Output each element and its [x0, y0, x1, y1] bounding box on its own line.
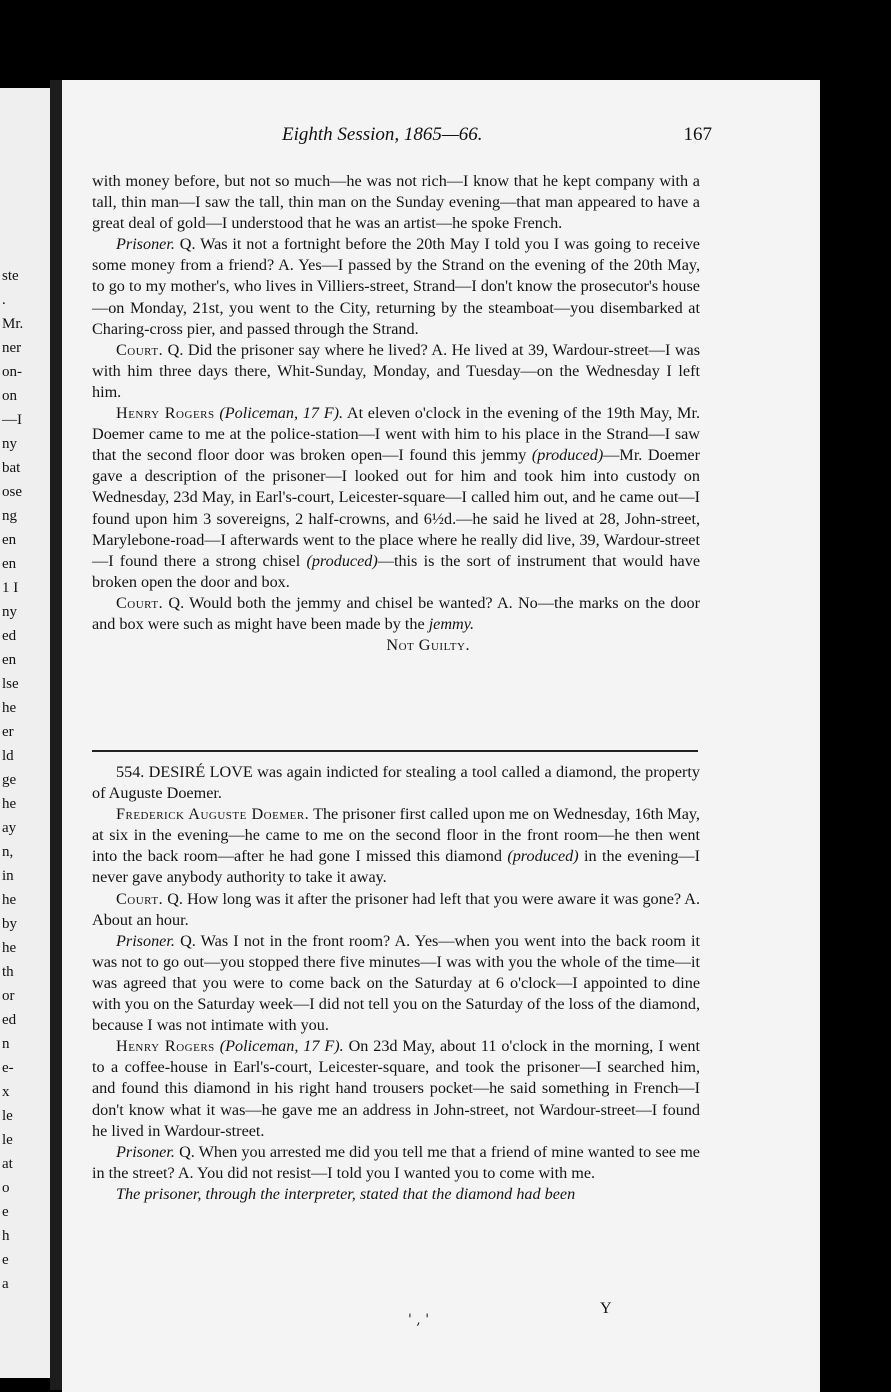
left-page-fragment: he: [2, 892, 17, 908]
left-page-fragment: ste: [2, 268, 19, 284]
left-page-fragment: ge: [2, 772, 17, 788]
left-page-fragment: n,: [2, 844, 14, 860]
left-page-fragment: e: [2, 1252, 9, 1268]
left-page-fragment: o: [2, 1180, 10, 1196]
left-page-fragment: le: [2, 1108, 13, 1124]
section-2-text: [92, 762, 700, 1205]
paragraph-italic: The prisoner, through the interpreter, stated that the diamond had been: [116, 1184, 576, 1203]
testimony: Q. Did the prisoner say where he lived? A. He lived at 39, Wardour-street—I was with him three days there, Whit-Sunday, Monday, and Tuesday—on the Wednesday I left him.: [92, 340, 700, 401]
speaker: Court.: [116, 593, 164, 612]
paragraph: [92, 340, 700, 403]
testimony: in the evening—I never gave anybody authority to take it away.: [92, 847, 701, 887]
left-page-fragment: ny: [2, 436, 17, 452]
testimony: Q. Was I not in the front room? A. Yes—when you went into the back room it was not to go out—you stopped there five minutes—I was with you the whole of the time—it was agreed that you were to come back on the Saturday at 6 o'clock—I appointed to dine with you on the Saturday week—I did not tell you on the Saturday of the loss of the diamond, because I was not intimate with you.: [92, 931, 700, 1035]
left-page-fragment: ng: [2, 508, 17, 524]
left-page-fragment: lse: [2, 676, 19, 692]
left-page-fragment: by: [2, 916, 17, 932]
left-page-fragment: en: [2, 556, 17, 572]
left-page-fragment: x: [2, 1084, 10, 1100]
testimony: Q. Would both the jemmy and chisel be wanted? A. No—the marks on the door and box were such as might have been made by the: [92, 593, 700, 633]
left-page-fragment: ner: [2, 340, 22, 356]
left-page-fragment: he: [2, 940, 17, 956]
header-title: Eighth Session, 1865—66.: [282, 124, 483, 145]
testimony: Q. When you arrested me did you tell me that a friend of mine wanted to see me in the street? A. You did not resist—I told you I wanted you to come with me.: [92, 1142, 700, 1182]
speaker: Henry Rogers: [116, 404, 215, 423]
left-page-fragment: ny: [2, 604, 17, 620]
left-page-fragment: bat: [2, 460, 21, 476]
testimony: Q. How long was it after the prisoner had left that you were aware it was gone? A. About an hour.: [92, 889, 700, 929]
left-page-fragment: th: [2, 964, 14, 980]
paragraph: [92, 889, 700, 931]
paragraph: [92, 403, 700, 593]
left-page-fragment: in: [2, 868, 14, 884]
left-page-fragment: e: [2, 1204, 9, 1220]
left-page-fragment: he: [2, 700, 17, 716]
speaker-role: (Policeman, 17 F).: [219, 1037, 344, 1056]
produced-note: (produced): [507, 847, 579, 866]
footer-mark: ' , ': [408, 1312, 430, 1328]
testimony: On 23d May, about 11 o'clock in the morning, I went to a coffee-house in Earl's-court, Leicester-square, and took the prisoner—I searched him, and found this diamond in his right hand trousers pocket—he said something in French—I don't know what it was—he gave me an address in John-street, not Wardour-street—I found he lived in Wardour-street.: [92, 1037, 700, 1140]
indictment: 554. DESIRÉ LOVE was again indicted for stealing a tool called a diamond, the property of Auguste Doemer.: [92, 763, 700, 803]
left-page-fragment: .: [2, 292, 6, 308]
speaker: Court.: [116, 889, 164, 908]
testimony-italic: jemmy.: [428, 614, 475, 633]
testimony: At eleven o'clock in the evening of the 19th May, Mr. Doemer came to me at the police-station—I went with him to his place in the Strand—I saw that the second floor door was broken open—I found this jemmy: [92, 404, 700, 465]
speaker: Court.: [116, 340, 164, 359]
left-page-fragment: at: [2, 1156, 13, 1172]
left-page-fragment: Mr.: [2, 316, 24, 332]
page-number: 167: [683, 124, 712, 145]
speaker: Frederick Auguste Doemer.: [116, 805, 310, 824]
left-page-fragment: he: [2, 796, 17, 812]
left-page-fragment: e-: [2, 1060, 14, 1076]
right-edge: [820, 0, 891, 1392]
paragraph: [92, 593, 700, 655]
signature-mark: Y: [600, 1300, 612, 1317]
left-page-fragment: ose: [2, 484, 22, 500]
speaker: Henry Rogers: [116, 1037, 215, 1056]
produced-note: (produced): [306, 551, 378, 570]
paragraph: [92, 1036, 700, 1141]
left-page-fragment: or: [2, 988, 15, 1004]
verdict: Not Guilty.: [386, 636, 470, 655]
left-page-fragment: h: [2, 1228, 10, 1244]
paragraph: [92, 234, 700, 339]
paragraph: with money before, but not so much—he was not rich—I know that he kept company with a tall, thin man—I saw the tall, thin man on the Sunday evening—that man appeared to have a great deal of gold—I understood that he was an artist—he spoke French.: [92, 172, 700, 233]
paragraph: [92, 1142, 700, 1184]
left-page-fragment: en: [2, 532, 17, 548]
left-page-fragment: 1 I: [2, 580, 19, 596]
speaker: Prisoner.: [116, 235, 175, 254]
left-page-fragment: ay: [2, 820, 17, 836]
speaker-role: (Policeman, 17 F).: [219, 404, 344, 423]
left-page-fragment: on-: [2, 364, 22, 380]
testimony: —this is the sort of instrument that would have broken open the door and box.: [92, 551, 701, 591]
left-page-fragment: —I: [2, 412, 22, 428]
left-page-fragment: ed: [2, 1012, 17, 1028]
paragraph: [92, 804, 700, 888]
left-page-fragment: ed: [2, 628, 17, 644]
left-page-fragment: er: [2, 724, 14, 740]
paragraph: [92, 931, 700, 1036]
produced-note: (produced): [531, 446, 604, 465]
section-divider: [92, 750, 698, 752]
section-1-text: [92, 171, 700, 656]
left-page-fragment: le: [2, 1132, 13, 1148]
testimony: The prisoner first called upon me on Wednesday, 16th May, at six in the evening—he came to me on the second floor in the front room—he then went into the back room—after he had gone I missed this diamond: [92, 805, 700, 866]
speaker: Prisoner.: [116, 931, 175, 950]
left-page-fragment: a: [2, 1276, 9, 1292]
left-page-edge: [0, 88, 50, 1378]
left-page-fragment: en: [2, 652, 17, 668]
left-page-fragment: n: [2, 1036, 10, 1052]
testimony: —Mr. Doemer gave a description of the prisoner—I looked out for him and took him into custody on Wednesday, 23d May, in Earl's-court, Leicester-square—I called him out, and he came out—I found upon him 3 sovereigns, 2 half-crowns, and 6½d.—he said he lived at 28, John-street, Marylebone-road—I afterwards went to the place where he really did live, 39, Wardour-street—I found there a strong chisel: [92, 446, 700, 570]
testimony: Q. Was it not a fortnight before the 20th May I told you I was going to receive some money from a friend? A. Yes—I passed by the Strand on the evening of the 20th May, to go to my mother's, who lives in Villiers-street, Strand—I don't know the prosecutor's house—on Monday, 21st, you went to the City, returning by the steamboat—you disembarked at Charing-cross pier, and passed through the Strand.: [92, 235, 700, 338]
left-page-fragment: ld: [2, 748, 14, 764]
left-page-fragment: on: [2, 388, 17, 404]
speaker: Prisoner.: [116, 1142, 175, 1161]
